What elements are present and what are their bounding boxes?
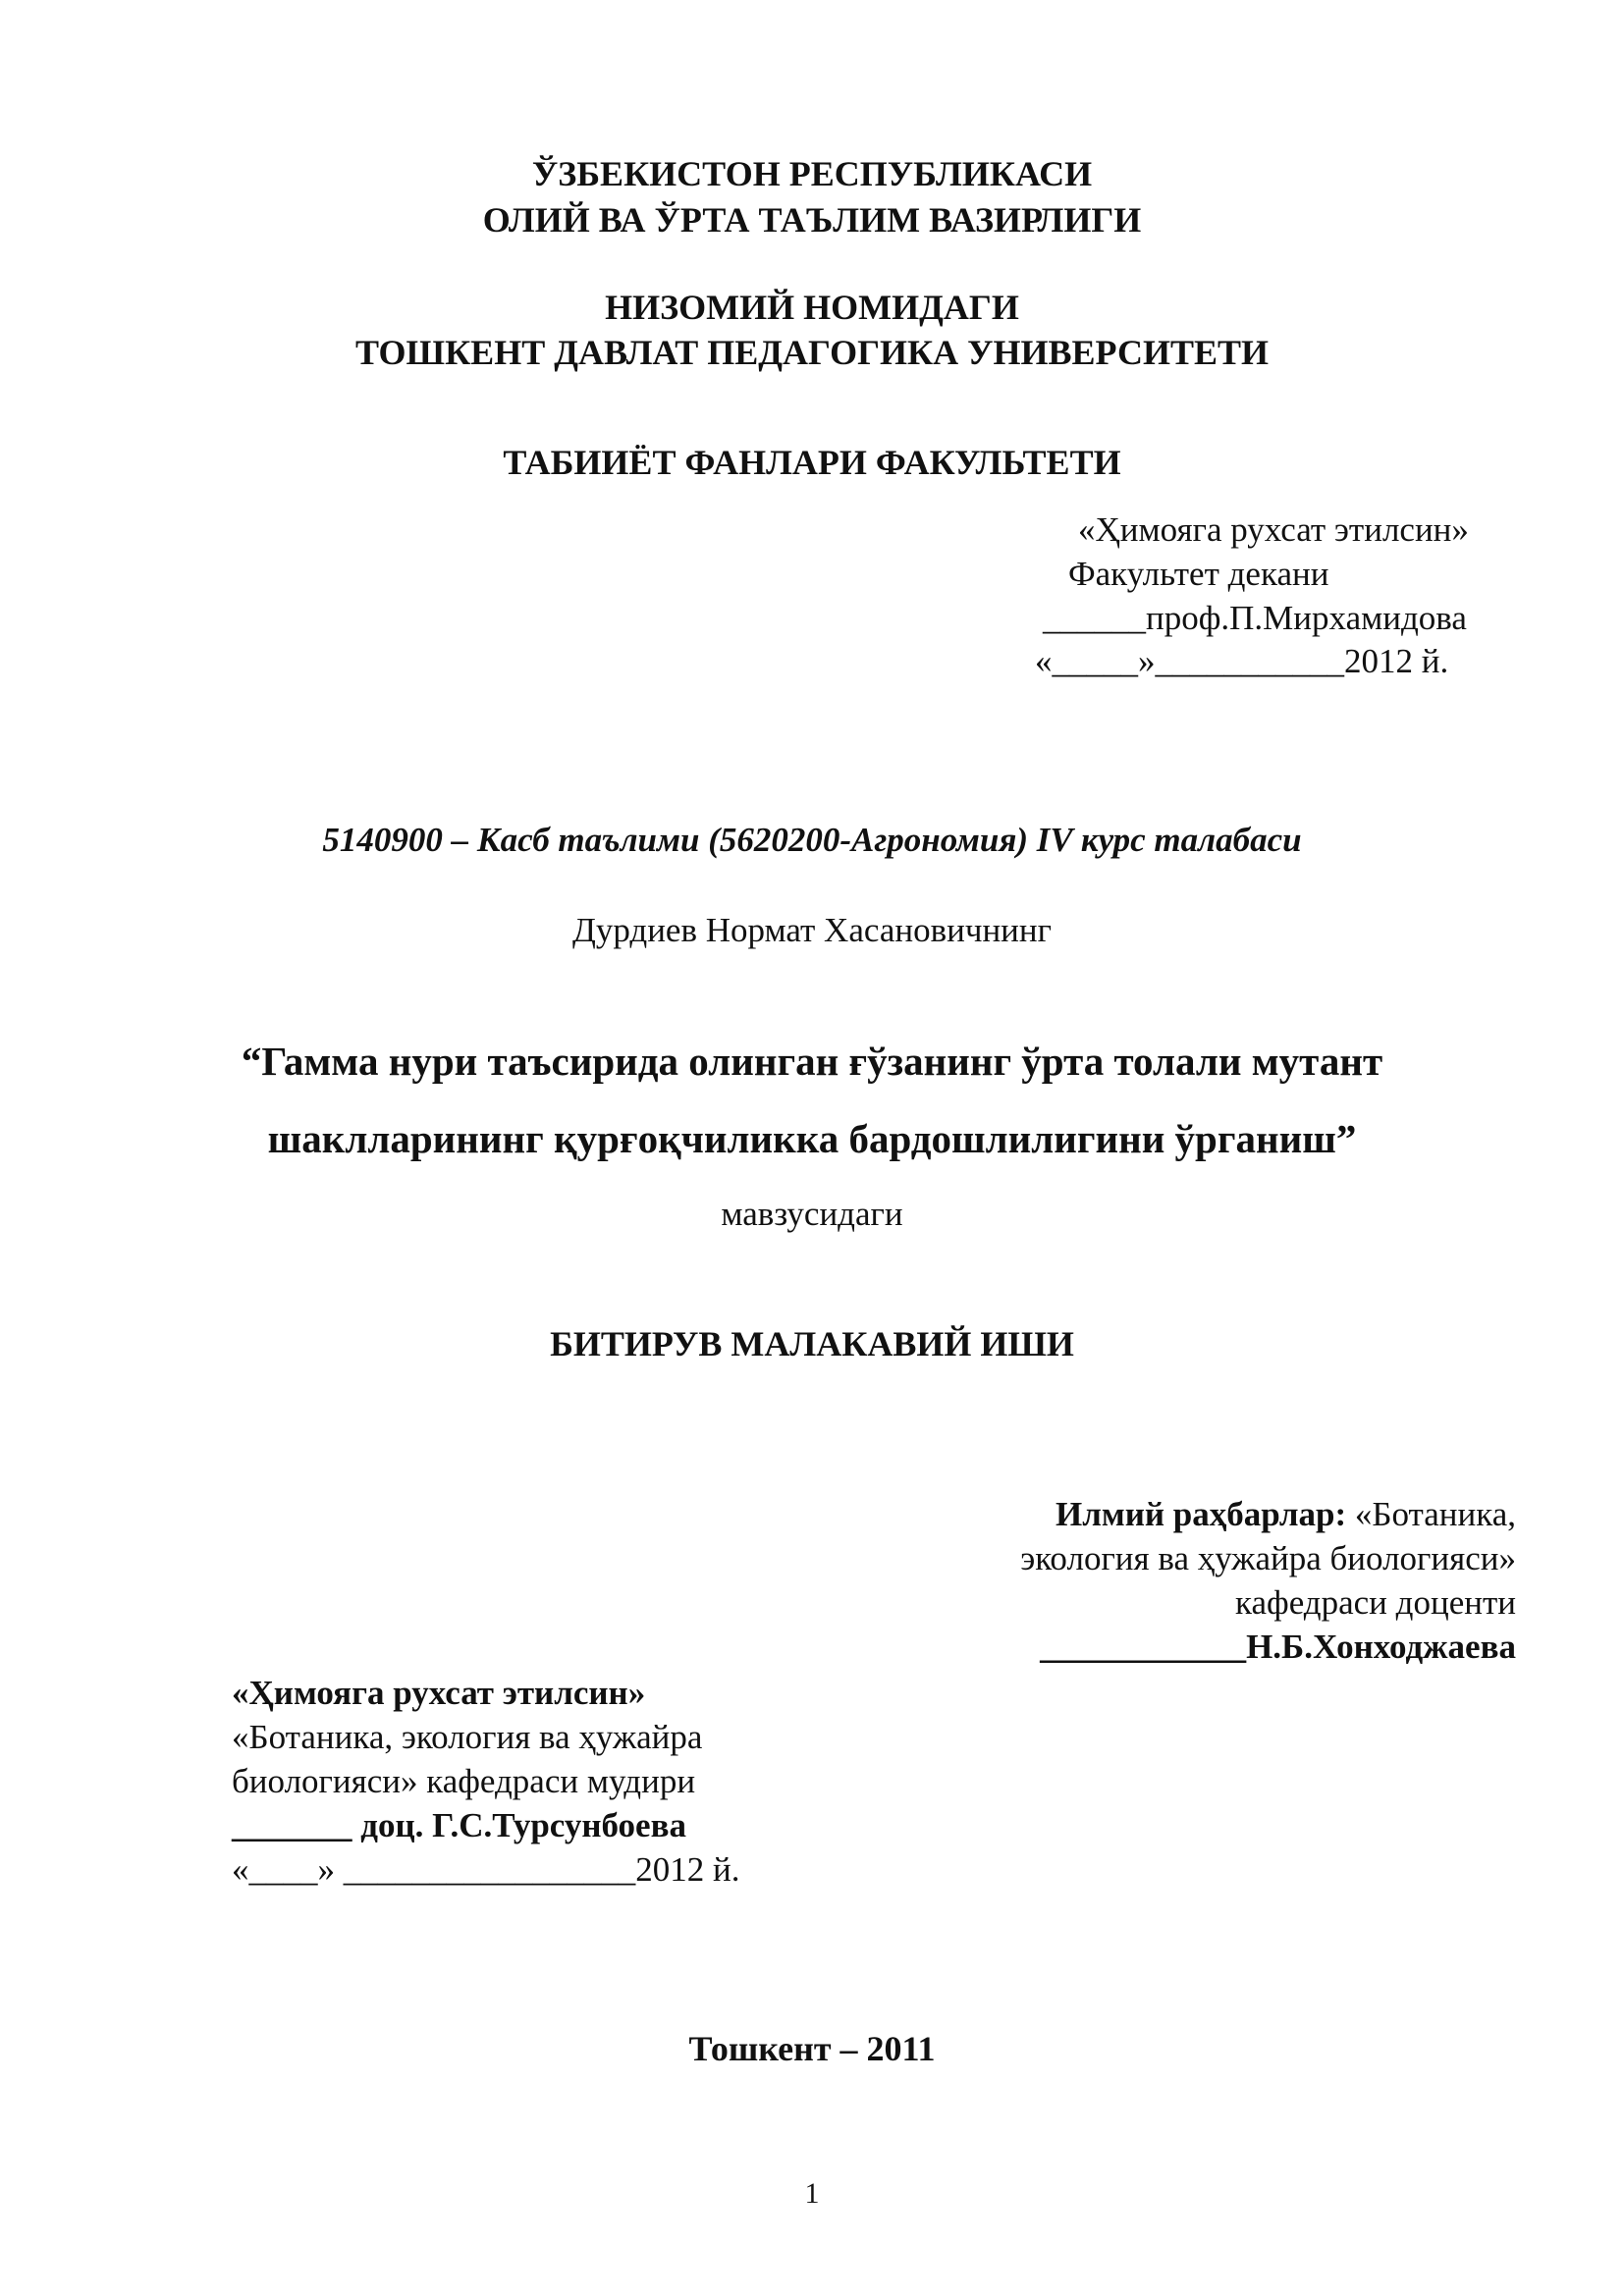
topic-suffix: мавзусидаги: [721, 1195, 903, 1233]
topic-line1: “Гамма нури таъсирида олинган ғўзанинг ўрта толали мутант: [241, 1039, 1383, 1084]
student-name: Дурдиев Нормат Хасановичнинг: [571, 911, 1053, 949]
supervisor-name: Н.Б.Хонходжаева: [1246, 1628, 1516, 1666]
approval-bottom-date: «____» _________________2012 й.: [232, 1850, 740, 1889]
header-faculty: ТАБИИЁТ ФАНЛАРИ ФАКУЛЬТЕТИ: [503, 443, 1121, 482]
approval-bottom-line2: «Ботаника, экология ва ҳужайра: [232, 1718, 703, 1756]
supervisor-line3: кафедраси доценти: [1235, 1583, 1516, 1622]
header-university: ТОШКЕНТ ДАВЛАТ ПЕДАГОГИКА УНИВЕРСИТЕТИ: [355, 333, 1269, 372]
approval-bottom-line1: «Ҳимояга рухсат этилсин»: [232, 1674, 646, 1712]
approval-bottom-line3: биологияси» кафедраси мудири: [232, 1762, 696, 1800]
page-number: 1: [804, 2177, 820, 2210]
supervisor-dept-start: «Ботаника,: [1346, 1495, 1516, 1533]
supervisor-line4: [1020, 1625, 1516, 1669]
header-named-after: НИЗОМИЙ НОМИДАГИ: [605, 288, 1019, 327]
approval-top-line1: «Ҳимояга рухсат этилсин»: [1078, 510, 1469, 549]
header-republic: ЎЗБЕКИСТОН РЕСПУБЛИКАСИ: [531, 154, 1093, 193]
supervisor-label: Илмий раҳбарлар:: [1056, 1495, 1347, 1533]
supervisor-signature-blank: ____________: [1040, 1628, 1247, 1666]
approval-bottom-signature: _______ доц. Г.С.Турсунбоева: [232, 1806, 686, 1844]
topic-line2: шаклларининг қурғоқчиликка бардошлилигини ўрганиш”: [267, 1116, 1357, 1161]
approval-top-date: «_____»___________2012 й.: [1035, 642, 1449, 680]
student-program: 5140900 – Касб таълими (5620200-Агрономия) IV курс талабаси: [322, 821, 1302, 859]
supervisor-block: [1020, 1492, 1516, 1669]
approval-top-signature: ______проф.П.Мирхамидова: [1043, 599, 1467, 637]
footer-place-year: Тошкент – 2011: [688, 2029, 936, 2068]
approval-top-dean: Факультет декани: [1068, 555, 1329, 593]
supervisor-line1: [1020, 1492, 1516, 1536]
supervisor-line2: экология ва ҳужайра биологияси»: [1020, 1539, 1516, 1577]
work-type-title: БИТИРУВ МАЛАКАВИЙ ИШИ: [550, 1324, 1074, 1363]
header-ministry: ОЛИЙ ВА ЎРТА ТАЪЛИМ ВАЗИРЛИГИ: [482, 200, 1142, 240]
approval-bottom-block: [232, 1671, 739, 1892]
